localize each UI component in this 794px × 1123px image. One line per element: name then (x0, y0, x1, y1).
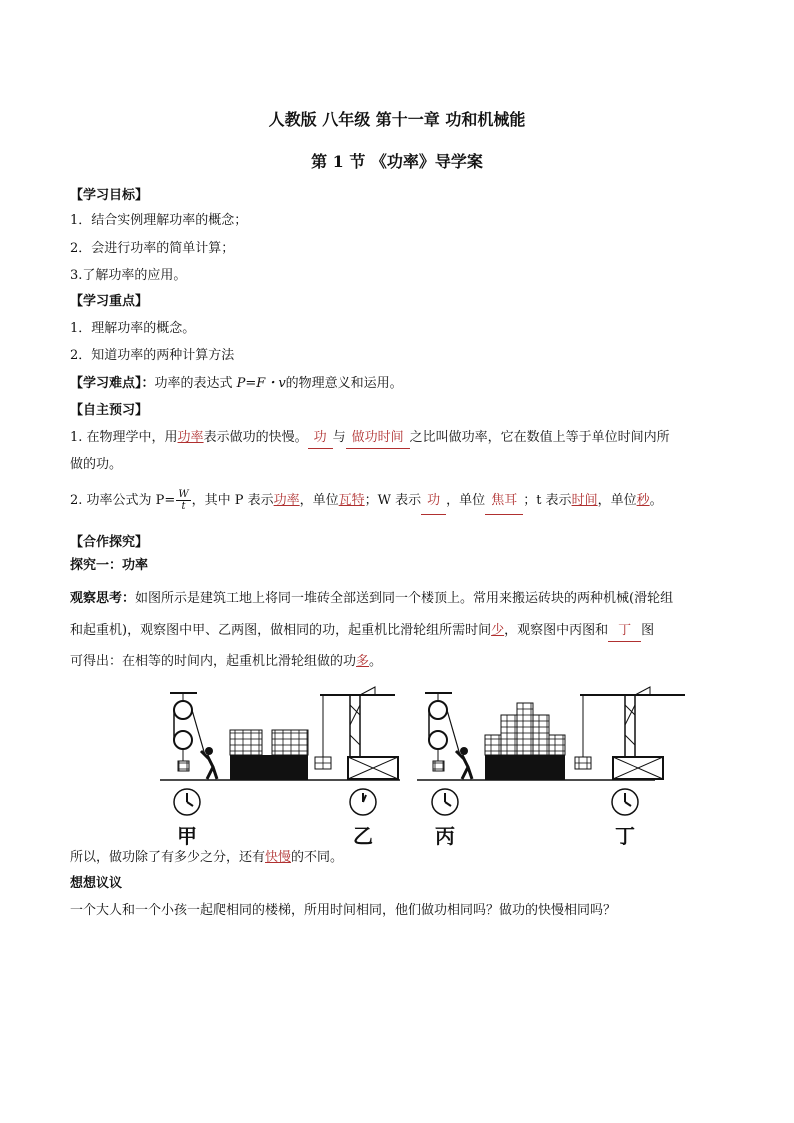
power-formula: P=F・v (236, 376, 286, 391)
answer-watt: 瓦特 (338, 493, 365, 508)
answer-time: 时间 (571, 493, 598, 508)
discuss-text: 一个大人和一个小孩一起爬相同的楼梯，所用时间相同，他们做功相同吗？做功的快慢相同吗？ (70, 903, 617, 918)
clock-bing (432, 789, 458, 815)
difficulty-line (70, 374, 730, 394)
document-title: 人教版 八年级 第十一章 功和机械能 (268, 110, 526, 129)
pulley-crane-figure (155, 685, 690, 850)
coop-heading: 【合作探究】 (70, 535, 149, 550)
q2-text: ；W 表示 (364, 493, 422, 508)
focus-item: 1．理解功率的概念。 (70, 321, 196, 336)
focus-item: 2．知道功率的两种计算方法 (70, 348, 235, 363)
panel-right (417, 687, 685, 815)
goal-item: 2．会进行功率的简单计算； (70, 241, 235, 256)
q1-text: 与 (332, 430, 346, 445)
q1-text: 表示做功的快慢。 (203, 430, 308, 445)
q2-text: 2. 功率公式为 P= (70, 493, 176, 508)
observe-label: 观察思考： (70, 591, 136, 606)
label-yi: 乙 (353, 824, 373, 848)
panel-left (160, 687, 400, 815)
observe-text: 和起重机)，观察图中甲、乙两图，做相同的功，起重机比滑轮组所需时间 (70, 623, 492, 638)
crane-left (315, 687, 398, 779)
q1-text: 1. 在物理学中，用 (70, 430, 178, 445)
conclusion-line (70, 848, 730, 868)
answer-work: 功 (421, 488, 446, 515)
observe-text: 图 (641, 623, 655, 638)
answer-less: 少 (491, 623, 505, 638)
answer-power: 功率 (273, 493, 300, 508)
label-jia: 甲 (177, 824, 197, 848)
worker-figure (201, 747, 217, 779)
goal-item: 3.了解功率的应用。 (70, 268, 187, 283)
clock-ding (612, 789, 638, 815)
answer-second: 秒 (636, 493, 650, 508)
q2-text: ，其中 P 表示 (191, 493, 274, 508)
q1-text: 之比叫做功率，它在数值上等于单位时间内所 (409, 430, 670, 445)
observe-text: 可得出：在相等的时间内，起重机比滑轮组做的功 (70, 654, 357, 669)
difficulty-heading: 【学习难点】： (70, 376, 155, 391)
goal-item: 1．结合实例理解功率的概念； (70, 213, 248, 228)
observe-text: 如图所示是建筑工地上将同一堆砖全部送到同一个楼顶上。常用来搬运砖块的两种机械(滑轮组 (135, 591, 674, 606)
label-bing: 丙 (435, 824, 455, 848)
label-ding: 丁 (615, 824, 635, 848)
power-fraction (176, 489, 190, 512)
conclusion-text: 所以，做功除了有多少之分，还有 (70, 850, 266, 865)
clock-jia (174, 789, 200, 815)
q2-text: ，单位 (446, 493, 486, 508)
difficulty-text: 功率的表达式 (154, 376, 237, 391)
fraction-numerator: W (178, 489, 189, 500)
answer-more: 多 (356, 654, 370, 669)
answer-joule: 焦耳 (485, 488, 523, 515)
answer-work: 功 (308, 428, 333, 449)
q2-text: 。 (649, 493, 663, 508)
preview-q2 (70, 488, 730, 515)
q2-text: ，单位 (299, 493, 339, 508)
answer-ding: 丁 (608, 621, 641, 642)
goals-heading: 【学习目标】 (70, 188, 149, 203)
preview-q1-line2: 做的功。 (70, 457, 123, 472)
coop-topic: 探究一：功率 (70, 558, 149, 573)
q2-text: ；t 表示 (523, 493, 572, 508)
difficulty-text: 的物理意义和运用。 (285, 376, 403, 391)
q2-text: ，单位 (597, 493, 637, 508)
answer-power: 功率 (177, 430, 204, 445)
document-subtitle: 第 1 节 《功率》导学案 (311, 152, 483, 171)
preview-q1-line1 (70, 428, 730, 449)
focus-heading: 【学习重点】 (70, 294, 149, 309)
preview-heading: 【自主预习】 (70, 403, 149, 418)
conclusion-text: 的不同。 (291, 850, 344, 865)
answer-speed: 快慢 (265, 850, 292, 865)
worker-figure (456, 747, 472, 779)
clock-yi (350, 789, 376, 815)
observe-text: ，观察图中丙图和 (504, 623, 609, 638)
observe-line2 (70, 621, 730, 642)
figure-drawing (155, 685, 690, 850)
discuss-heading: 想想议议 (70, 876, 123, 891)
answer-work-time: 做功时间 (346, 428, 410, 449)
observe-line3 (70, 652, 730, 672)
fraction-denominator: t (181, 501, 186, 512)
observe-line1 (70, 589, 730, 609)
observe-text: 。 (369, 654, 383, 669)
crane-right (575, 687, 685, 779)
